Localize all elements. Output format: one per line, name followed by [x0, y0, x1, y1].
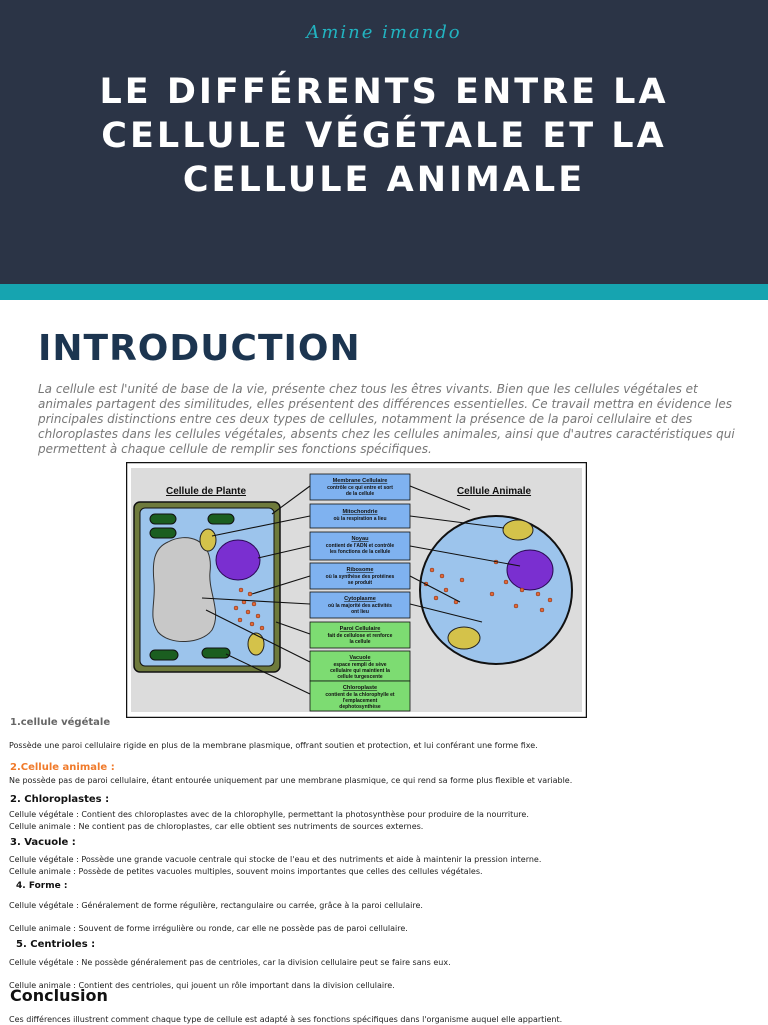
section-plant-cell-title: 1.cellule végétale	[10, 717, 111, 728]
accent-band	[0, 284, 768, 300]
svg-text:l'emplacement: l'emplacement	[342, 698, 378, 704]
chloroplasts-animal-text: Cellule animale : Ne contient pas de chloroplastes, car elle obtient ses nutriments de sources externes.	[9, 822, 424, 831]
centrioles-animal-text: Cellule animale : Contient des centrioles, qui jouent un rôle important dans la division cellulaire.	[9, 981, 395, 990]
chloroplast-2	[150, 528, 176, 538]
label-vacuole-title: Vacuole	[349, 655, 371, 661]
animal-cell	[420, 516, 572, 664]
chloroplasts-plant-text: Cellule végétale : Contient des chloroplastes avec de la chlorophylle, permettant la photosynthèse pour produire de la nourriture.	[9, 810, 529, 819]
svg-text:ont lieu: ont lieu	[351, 609, 369, 615]
centrioles-plant-text: Cellule végétale : Ne possède généralement pas de centrioles, car la division cellulaire peut se faire sans eux.	[9, 958, 451, 967]
svg-text:cellule turgescente: cellule turgescente	[337, 674, 383, 680]
cell-diagram	[126, 462, 587, 718]
section-centrioles-title: 5. Centrioles :	[16, 939, 96, 950]
conclusion-text: Ces différences illustrent comment chaque type de cellule est adapté à ses fonctions spécifiques dans l'organisme auquel elle appartient.	[9, 1015, 563, 1024]
vacuole-plant-text: Cellule végétale : Possède une grande vacuole centrale qui stocke de l'eau et des nutriments et aide à maintenir la pression interne.	[9, 855, 542, 864]
svg-text:cellulaire qui maintient la: cellulaire qui maintient la	[330, 668, 390, 674]
svg-text:contient de la chlorophylle et: contient de la chlorophylle et	[325, 692, 395, 698]
section-shape-title: 4. Forme :	[16, 881, 68, 891]
plant-nucleus	[216, 540, 260, 580]
label-chloroplast-title: Chloroplaste	[342, 685, 378, 691]
svg-text:de la cellule: de la cellule	[345, 491, 375, 497]
shape-animal-text: Cellule animale : Souvent de forme irrégulière ou ronde, car elle ne possède pas de paroi cellulaire.	[9, 924, 408, 933]
plant-mitochondrion-1	[200, 529, 216, 551]
svg-text:contient de l'ADN et contrôle: contient de l'ADN et contrôle	[325, 543, 395, 549]
section-plant-cell-text: Possède une paroi cellulaire rigide en plus de la membrane plasmique, offrant soutien et protection, et lui conférant une forme fixe.	[9, 741, 538, 750]
svg-text:où la respiration a lieu: où la respiration a lieu	[333, 516, 387, 522]
animal-nucleus	[507, 550, 553, 590]
svg-text:dephotosynthèse: dephotosynthèse	[339, 704, 381, 710]
svg-text:contrôle ce qui entre et sort: contrôle ce qui entre et sort	[327, 485, 393, 491]
section-animal-cell-text: Ne possède pas de paroi cellulaire, étant entourée uniquement par une membrane plasmique, ce qui rend sa forme plus flexible et variable.	[9, 776, 573, 785]
conclusion-heading: Conclusion	[10, 986, 108, 1005]
svg-text:se produit: se produit	[347, 580, 373, 586]
vacuole	[153, 538, 216, 642]
chloroplast-3	[208, 514, 234, 524]
shape-plant-text: Cellule végétale : Généralement de forme régulière, rectangulaire ou carrée, grâce à la paroi cellulaire.	[9, 901, 423, 910]
animal-mitochondrion-2	[448, 627, 480, 649]
section-animal-cell-title: 2.Cellule animale :	[10, 762, 115, 773]
svg-text:espace rempli de sève: espace rempli de sève	[333, 662, 387, 668]
label-ribosome-title: Ribosome	[346, 567, 374, 573]
chloroplast-4	[150, 650, 178, 660]
intro-paragraph: La cellule est l'unité de base de la vie, présente chez tous les êtres vivants. Bien que les cellules végétales et animales partagent des similitudes, elles présentent des différences essentielles. Ce travail mettra en évidence les principales distinctions entre ces deux types de cellules, notamment la présence de la paroi cellulaire et des chloroplastes dans les cellules végétales, absents chez les cellules animales, ainsi que d'autres caractéristiques qui permettent à chaque cellule de remplir ses fonctions spécifiques.	[38, 382, 735, 456]
svg-text:où la majorité des activités: où la majorité des activités	[328, 603, 392, 609]
label-boxes	[310, 474, 410, 711]
svg-text:fait de cellulose et renforce: fait de cellulose et renforce	[327, 633, 393, 639]
label-membrane-title: Membrane Cellulaire	[332, 478, 388, 484]
svg-text:la cellule: la cellule	[349, 639, 371, 645]
author-name: Amine imando	[306, 22, 462, 43]
label-cytoplasm-title: Cytoplasme	[344, 596, 376, 602]
plant-cell-title: Cellule de Plante	[165, 486, 247, 497]
label-mitochondrion-title: Mitochondrie	[342, 509, 378, 515]
intro-heading: INTRODUCTION	[38, 328, 361, 369]
plant-cell	[134, 502, 280, 672]
vacuole-animal-text: Cellule animale : Possède de petites vacuoles multiples, souvent moins importantes que celles des cellules végétales.	[9, 867, 483, 876]
animal-cell-title: Cellule Animale	[456, 486, 532, 497]
label-nucleus-title: Noyau	[351, 536, 369, 542]
svg-text:où la synthèse des protéines: où la synthèse des protéines	[325, 574, 395, 580]
chloroplast-1	[150, 514, 176, 524]
page-title: LE DIFFÉRENTS ENTRE LA CELLULE VÉGÉTALE ET LA CELLULE ANIMALE	[99, 72, 669, 200]
animal-mitochondrion-1	[503, 520, 533, 540]
section-chloroplasts-title: 2. Chloroplastes :	[10, 794, 110, 805]
svg-text:les fonctions de la cellule: les fonctions de la cellule	[329, 549, 391, 555]
label-cell-wall-title: Paroi Cellulaire	[339, 626, 381, 632]
section-vacuole-title: 3. Vacuole :	[10, 837, 76, 848]
plant-mitochondrion-2	[248, 633, 264, 655]
chloroplast-5	[202, 648, 230, 658]
